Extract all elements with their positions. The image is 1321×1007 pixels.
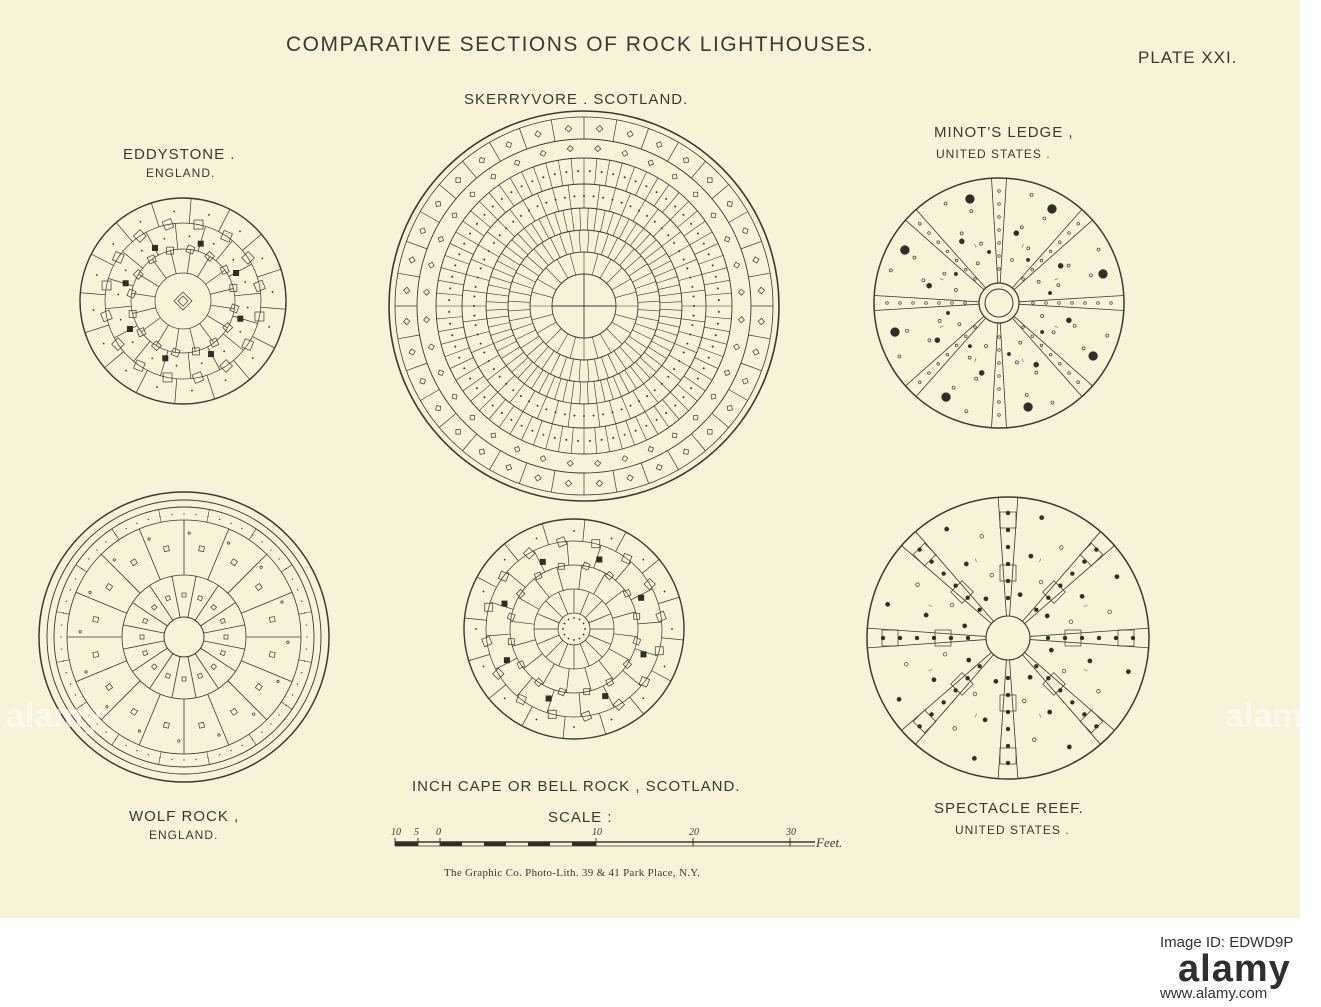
scale-tick-4: 20 [689, 827, 699, 838]
eddystone-country: ENGLAND. [146, 166, 216, 180]
bell-rock-section [464, 519, 684, 739]
bell-rock-label: INCH CAPE OR BELL ROCK , SCOTLAND. [412, 778, 741, 795]
scale-unit: Feet. [816, 835, 843, 850]
wolf-rock-section [39, 492, 329, 782]
scale-tick-0: 10 [391, 827, 401, 838]
minots-ledge-section [874, 178, 1124, 428]
scale-tick-1: 5 [414, 827, 419, 838]
minots-ledge-country: UNITED STATES . [936, 147, 1051, 161]
imprint-line: The Graphic Co. Photo-Lith. 39 & 41 Park Place, N.Y. [444, 867, 701, 879]
scale-label: SCALE : [548, 809, 613, 826]
wolf-rock-label: WOLF ROCK , [129, 808, 240, 825]
watermark-left: alamy [6, 697, 103, 735]
scale-bar [395, 838, 815, 846]
eddystone-label: EDDYSTONE . [123, 146, 236, 163]
stock-footer-band [0, 918, 1300, 1007]
stock-image-id: Image ID: EDWD9P [1160, 934, 1294, 951]
scale-tick-2: 0 [436, 827, 441, 838]
stock-logo: alamy [1178, 948, 1291, 990]
wolf-rock-country: ENGLAND. [149, 828, 219, 842]
spectacle-reef-section [867, 497, 1149, 779]
minots-ledge-label: MINOT'S LEDGE , [934, 124, 1074, 141]
spectacle-reef-label: SPECTACLE REEF. [934, 800, 1084, 817]
eddystone-section [80, 198, 286, 404]
plate-number: PLATE XXI. [1138, 48, 1238, 67]
scale-tick-5: 30 [786, 827, 796, 838]
skerryvore-section [389, 111, 779, 501]
stock-site: www.alamy.com [1160, 985, 1268, 1002]
plate-title: COMPARATIVE SECTIONS OF ROCK LIGHTHOUSES. [286, 33, 875, 56]
spectacle-reef-country: UNITED STATES . [955, 823, 1070, 837]
watermark-right: alamy [1225, 697, 1321, 735]
skerryvore-label: SKERRYVORE . SCOTLAND. [464, 91, 689, 108]
scale-tick-3: 10 [592, 827, 602, 838]
